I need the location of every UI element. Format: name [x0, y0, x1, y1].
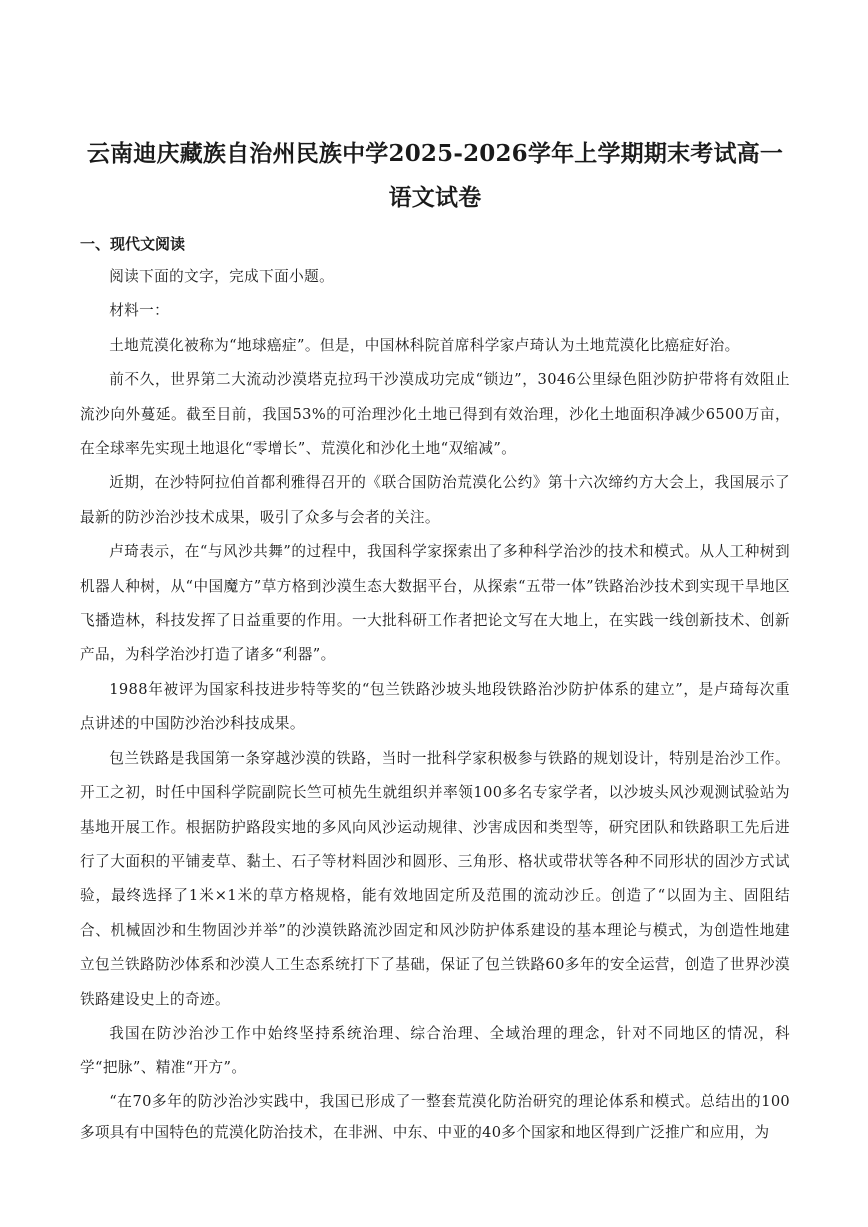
paragraph-3: 近期，在沙特阿拉伯首都利雅得召开的《联合国防治荒漠化公约》第十六次缔约方大会上，我国展示了最新的防沙治沙技术成果，吸引了众多与会者的关注。 [80, 474, 790, 526]
paragraph-2: 前不久，世界第二大流动沙漠塔克拉玛干沙漠成功完成“锁边”，3046公里绿色阻沙防护带将有效阻止流沙向外蔓延。截至目前，我国53%的可治理沙化土地已得到有效治理，沙化土地面积净减少6500万亩，在全球率先实现土地退化“零增长”、荒漠化和沙化土地“双缩减”。 [80, 371, 790, 458]
paragraph-instruction: 阅读下面的文字，完成下面小题。 [109, 268, 335, 285]
paragraph-material-label: 材料一： [109, 302, 170, 320]
paragraph-7: 我国在防沙治沙工作中始终坚持系统治理、综合治理、全域治理的理念，针对不同地区的情况，科学“把脉”、精准“开方”。 [80, 1024, 790, 1077]
paragraph-6: 包兰铁路是我国第一条穿越沙漠的铁路，当时一批科学家积极参与铁路的规划设计，特别是治沙工作。开工之初，时任中国科学院副院长竺可桢先生就组织并率领100多名专家学者，以沙坡头风沙观测试验站为基地开展工作。根据防护路段实地的多风向风沙运动规律、沙害成因和类型等，研究团队和铁路职工先后进行了大面积的平铺麦草、黏土、石子等材料固沙和圆形、三角形、格状或带状等各种不同形状的固沙方式试验，最终选择了1米×1米的草方格规格，能有效地固定所及范围的流动沙丘。创造了“以固为主、固阻结合、机械固沙和生物固沙并举”的沙漠铁路流沙固定和风沙防护体系建设的基本理论与模式，为创造性地建立包兰铁路防沙体系和沙漠人工生态系统打下了基础，保证了包兰铁路60多年的安全运营，创造了世界沙漠铁路建设史上的奇迹。 [80, 749, 790, 1008]
paragraph-8: “在70多年的防沙治沙实践中，我国已形成了一整套荒漠化防治研究的理论体系和模式。总结出的100多项具有中国特色的荒漠化防治技术，在非洲、中东、中亚的40多个国家和地区得到广泛推广和应用，为 [80, 1092, 790, 1141]
document-title: 云南迪庆藏族自治州民族中学2025-2026学年上学期期末考试高一语文试卷 [86, 140, 784, 211]
section-heading: 一、现代文阅读 [80, 235, 186, 253]
paragraph-1: 土地荒漠化被称为“地球癌症”。但是，中国林科院首席科学家卢琦认为土地荒漠化比癌症好治。 [109, 336, 740, 354]
paragraph-4: 卢琦表示，在“与风沙共舞”的过程中，我国科学家探索出了多种科学治沙的技术和模式。从人工种树到机器人种树，从“中国魔方”草方格到沙漠生态大数据平台，从探索“五带一体”铁路治沙技术到实现干旱地区飞播造林，科技发挥了日益重要的作用。一大批科研工作者把论文写在大地上，在实践一线创新技术、创新产品，为科学治沙打造了诸多“利器”。 [80, 543, 790, 664]
paragraph-5: 1988年被评为国家科技进步特等奖的“包兰铁路沙坡头地段铁路治沙防护体系的建立”，是卢琦每次重点讲述的中国防沙治沙科技成果。 [80, 680, 790, 733]
